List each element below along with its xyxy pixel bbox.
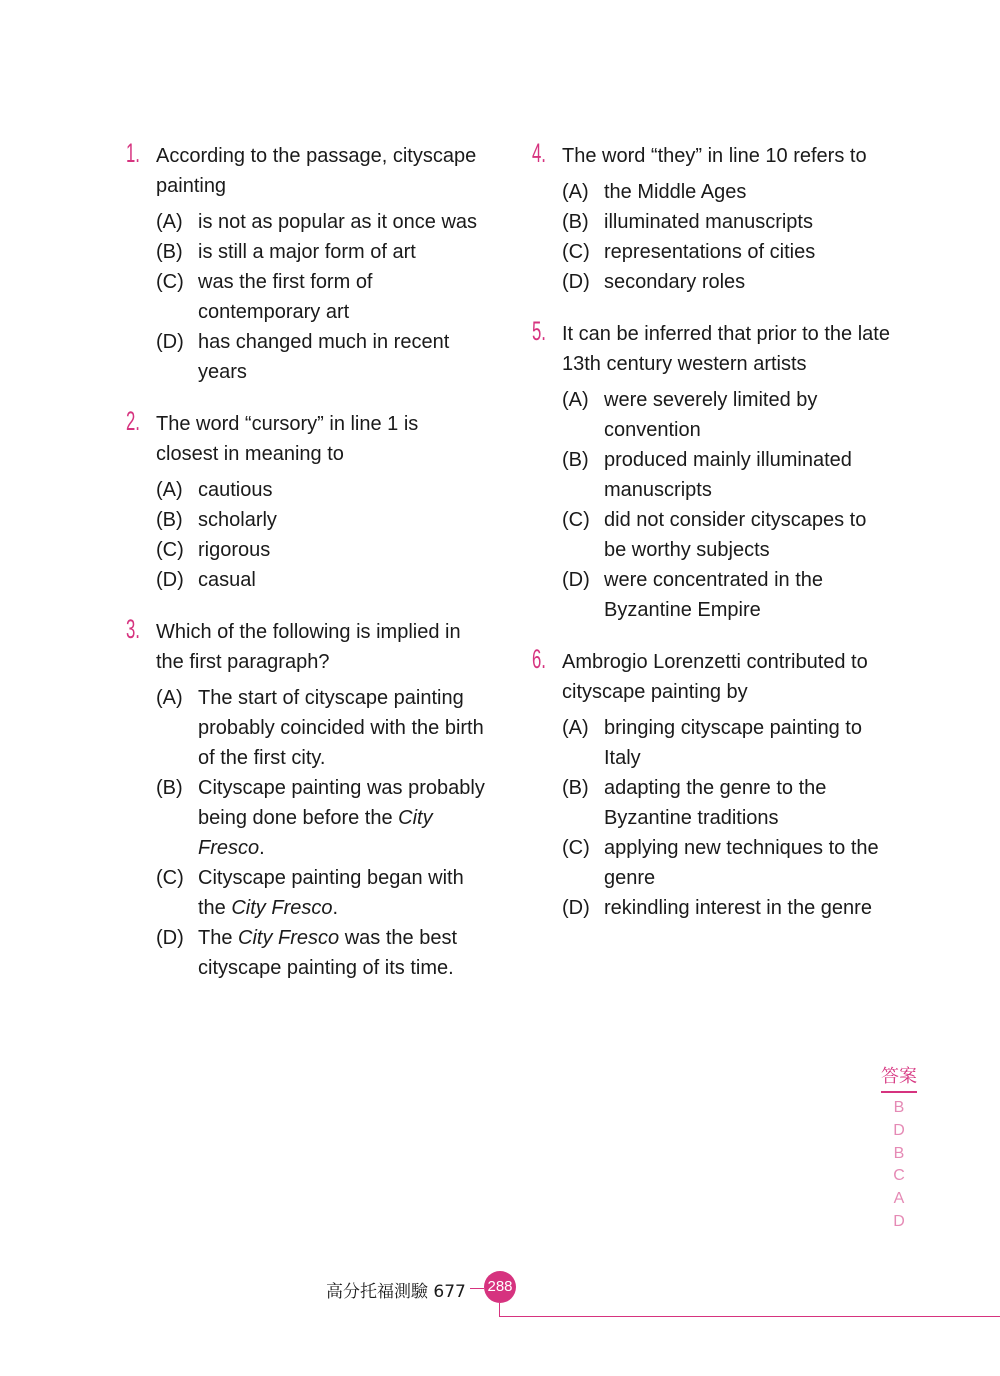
answer-2: D <box>893 1121 905 1139</box>
option-d <box>156 327 486 387</box>
option-text: The start of cityscape painting probably coincided with the birth of the first city. <box>198 687 484 769</box>
footer-divider <box>470 1288 484 1289</box>
option-text: cautious <box>198 479 273 501</box>
answer-6: D <box>893 1212 905 1230</box>
option-text: representations of cities <box>604 241 816 263</box>
answer-3: B <box>893 1144 905 1162</box>
option-list <box>562 177 892 297</box>
option-a <box>562 385 892 445</box>
option-list <box>562 713 892 923</box>
option-text-pre: Cityscape painting was probably being done before the <box>198 777 485 829</box>
option-a <box>156 207 486 237</box>
left-column <box>126 138 486 1005</box>
question-text: Which of the following is implied in the first paragraph? <box>156 621 461 673</box>
option-letter: (B) <box>562 777 589 799</box>
footer-rule <box>499 1316 1000 1317</box>
option-letter: (B) <box>562 449 589 471</box>
answer-key <box>880 1064 918 1234</box>
italic-title: City Fresco <box>238 927 340 949</box>
option-b <box>562 445 892 505</box>
option-d <box>156 923 486 983</box>
option-letter: (C) <box>156 539 184 561</box>
option-b <box>156 773 486 863</box>
option-letter: (A) <box>156 479 183 501</box>
footer-rule-vertical <box>499 1303 500 1317</box>
answer-1: B <box>893 1099 905 1116</box>
option-list <box>156 683 486 983</box>
option-letter: (B) <box>156 241 183 263</box>
option-text-pre: The <box>198 927 239 949</box>
option-d <box>156 565 486 595</box>
option-letter: (D) <box>562 569 590 591</box>
option-letter: (C) <box>562 241 590 263</box>
option-letter: (D) <box>156 927 184 949</box>
question-1 <box>126 138 486 387</box>
italic-title: City Fresco <box>198 807 433 859</box>
answer-5: A <box>893 1190 905 1208</box>
option-c <box>562 237 892 267</box>
question-number: 2. <box>126 406 140 436</box>
option-letter: (C) <box>156 867 184 889</box>
answer-list <box>880 1097 918 1234</box>
option-text: is still a major form of art <box>198 241 416 263</box>
option-letter: (C) <box>562 837 590 859</box>
option-text: rigorous <box>198 539 271 561</box>
option-text: were concentrated in the Byzantine Empire <box>604 569 824 621</box>
option-text: was the first form of contemporary art <box>198 271 373 323</box>
option-list <box>562 385 892 625</box>
option-letter: (A) <box>562 181 589 203</box>
option-letter: (A) <box>562 717 589 739</box>
option-text: produced mainly illuminated manuscripts <box>604 449 852 501</box>
option-list <box>156 207 486 387</box>
question-text: The word “they” in line 10 refers to <box>562 145 867 167</box>
option-text: did not consider cityscapes to be worthy subjects <box>604 509 867 561</box>
italic-title: City Fresco <box>231 897 333 919</box>
answer-key-title: 答案 <box>881 1064 917 1093</box>
book-title: 高分托福測驗 677 <box>326 1282 466 1302</box>
option-text: bringing cityscape painting to Italy <box>604 717 862 769</box>
option-text: the Middle Ages <box>604 181 747 203</box>
question-number: 1. <box>126 138 140 168</box>
question-3 <box>126 614 486 983</box>
option-letter: (B) <box>156 777 183 799</box>
option-text <box>198 927 457 979</box>
option-text: applying new techniques to the genre <box>604 837 879 889</box>
option-letter: (C) <box>156 271 184 293</box>
option-text-post: was the best cityscape painting of its time. <box>198 927 457 979</box>
option-text <box>198 777 485 859</box>
answer-4: C <box>893 1167 905 1185</box>
option-text-post: . <box>259 837 265 859</box>
option-letter: (B) <box>562 211 589 233</box>
option-text: illuminated manuscripts <box>604 211 813 233</box>
option-text: rekindling interest in the genre <box>604 897 872 919</box>
option-letter: (C) <box>562 509 590 531</box>
option-letter: (D) <box>156 331 184 353</box>
option-text-post: . <box>332 897 339 919</box>
option-c <box>156 267 486 327</box>
option-letter: (A) <box>156 211 183 233</box>
option-text-pre: Cityscape painting began with the <box>198 867 464 919</box>
option-c <box>562 833 892 893</box>
option-d <box>562 267 892 297</box>
option-b <box>156 505 486 535</box>
option-letter: (D) <box>562 271 590 293</box>
option-c <box>156 535 486 565</box>
question-number: 5. <box>532 316 546 346</box>
option-text: is not as popular as it once was <box>198 211 478 233</box>
option-text: secondary roles <box>604 271 746 293</box>
question-6 <box>532 644 892 923</box>
question-5 <box>532 316 892 625</box>
option-c <box>156 863 486 923</box>
option-text: casual <box>198 569 256 591</box>
option-letter: (A) <box>562 389 589 411</box>
option-b <box>156 237 486 267</box>
question-number: 6. <box>532 644 546 674</box>
question-text: It can be inferred that prior to the late 13th century western artists <box>562 323 890 375</box>
option-text: scholarly <box>198 509 277 531</box>
option-letter: (B) <box>156 509 183 531</box>
option-list <box>156 475 486 595</box>
option-letter: (D) <box>156 569 184 591</box>
option-text: has changed much in recent years <box>198 331 450 383</box>
option-a <box>562 713 892 773</box>
option-b <box>562 773 892 833</box>
question-text: Ambrogio Lorenzetti contributed to cityscape painting by <box>562 651 868 703</box>
option-a <box>156 683 486 773</box>
question-2 <box>126 406 486 595</box>
option-letter: (A) <box>156 687 183 709</box>
option-d <box>562 893 892 923</box>
question-number: 3. <box>126 614 140 644</box>
option-text: were severely limited by convention <box>604 389 818 441</box>
option-text <box>198 867 464 919</box>
question-text: The word “cursory” in line 1 is closest in meaning to <box>156 413 419 465</box>
option-text: adapting the genre to the Byzantine traditions <box>604 777 827 829</box>
question-text: According to the passage, cityscape painting <box>156 145 477 197</box>
option-c <box>562 505 892 565</box>
option-letter: (D) <box>562 897 590 919</box>
right-column <box>532 138 892 945</box>
page-number-badge: 288 <box>484 1271 516 1303</box>
question-number: 4. <box>532 138 546 168</box>
option-d <box>562 565 892 625</box>
option-a <box>156 475 486 505</box>
option-b <box>562 207 892 237</box>
question-4 <box>532 138 892 297</box>
option-a <box>562 177 892 207</box>
